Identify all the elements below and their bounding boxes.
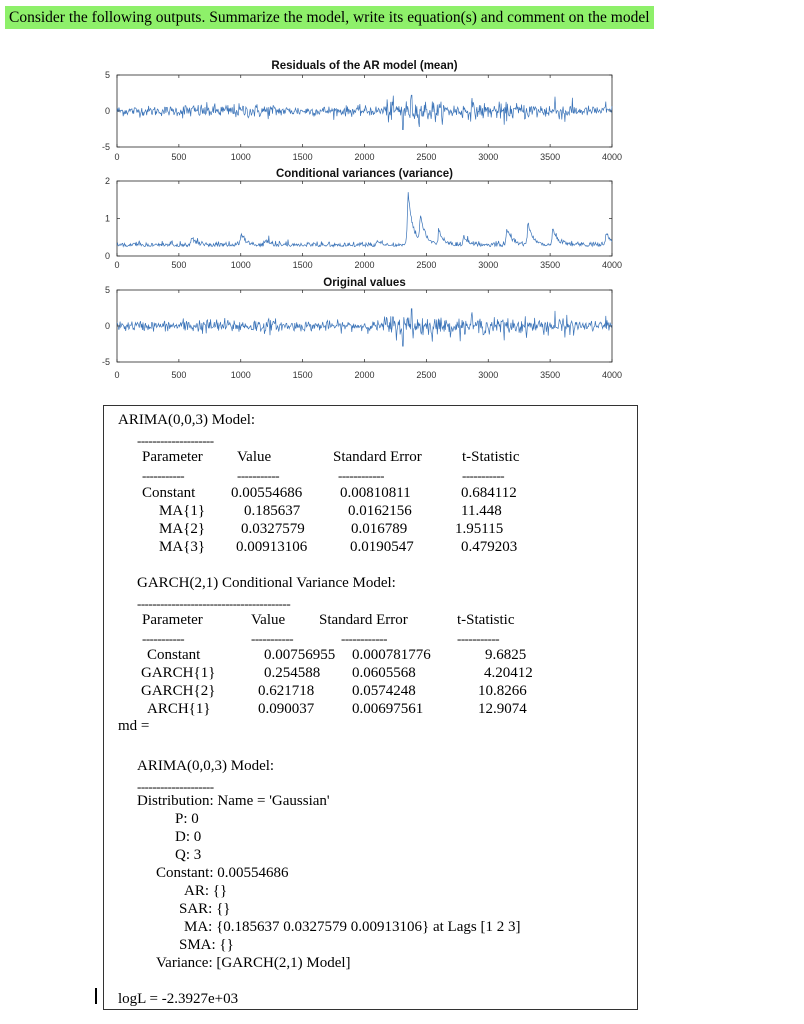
question-text: Consider the following outputs. Summarize the model, write its equation(s) and comment on the model [5, 6, 654, 29]
table-cell: Constant [147, 647, 201, 663]
table-cell: 0.0162156 [348, 503, 412, 519]
ar-text: AR: {} [184, 883, 228, 899]
x-tick-label: 1000 [230, 370, 251, 380]
table1-header-value: Value [237, 449, 272, 465]
separator: -------------------- [137, 433, 214, 448]
table-cell: 0.016789 [351, 521, 408, 537]
y-tick-label: 5 [104, 70, 110, 80]
y-tick-label: 5 [104, 285, 110, 295]
table1-header-parameter: Parameter [142, 449, 203, 465]
p-value-text: P: 0 [175, 811, 199, 827]
table-cell: 0.00810811 [340, 485, 411, 501]
table-cell: 0.684112 [461, 485, 517, 501]
table-cell: 0.000781776 [352, 647, 431, 663]
table-cell: 0.185637 [244, 503, 301, 519]
table-cell: ARCH{1} [147, 701, 211, 717]
x-tick-label: 2500 [416, 370, 437, 380]
garch-title: GARCH(2,1) Conditional Variance Model: [137, 575, 396, 591]
x-tick-label: 1500 [292, 370, 313, 380]
y-tick-label: 0 [104, 321, 110, 331]
y-tick-label: 1 [104, 213, 110, 224]
table2-header-stderr: Standard Error [319, 612, 408, 628]
arima-title-2: ARIMA(0,0,3) Model: [137, 758, 275, 774]
x-tick-label: 500 [171, 260, 187, 270]
table-cell: 0.0327579 [241, 521, 305, 537]
table1-header-stderr: Standard Error [333, 449, 422, 465]
table-cell: 0.00554686 [231, 485, 303, 501]
x-tick-label: 0 [114, 370, 120, 380]
separator: ------------ [341, 631, 387, 646]
table-cell: 0.621718 [258, 683, 315, 699]
text-cursor [95, 988, 97, 1004]
x-tick-label: 1500 [292, 152, 313, 162]
matlab-figure [0, 0, 804, 400]
table2-header-parameter: Parameter [142, 612, 203, 628]
table-cell: 4.20412 [484, 665, 533, 681]
d-value-text: D: 0 [175, 829, 202, 845]
table-cell: 0.0605568 [352, 665, 416, 681]
q-value-text: Q: 3 [175, 847, 202, 863]
chart-title: Original values [323, 277, 406, 289]
table-cell: MA{3} [159, 539, 206, 555]
matlab-output-box [103, 405, 638, 1010]
x-tick-label: 4000 [601, 370, 623, 380]
table-cell: MA{2} [159, 521, 206, 537]
variance-text: Variance: [GARCH(2,1) Model] [156, 955, 351, 971]
x-tick-label: 1000 [230, 152, 251, 162]
x-tick-label: 1500 [292, 260, 313, 270]
table-cell: 0.254588 [264, 665, 321, 681]
y-tick-label: 2 [104, 176, 110, 186]
x-tick-label: 1000 [230, 260, 251, 270]
x-tick-label: 3500 [540, 152, 561, 162]
separator: ----------- [237, 468, 280, 483]
table-cell: GARCH{1} [141, 665, 216, 681]
table-cell: 1.95115 [455, 521, 504, 537]
table-cell: Constant [142, 485, 196, 501]
arima-title: ARIMA(0,0,3) Model: [118, 412, 256, 428]
separator: ----------- [142, 468, 185, 483]
x-tick-label: 3000 [478, 370, 499, 380]
separator: ----------- [142, 631, 185, 646]
logl-text: logL = -2.3927e+03 [118, 991, 239, 1007]
x-tick-label: 500 [171, 152, 187, 162]
table1-header-tstat: t-Statistic [462, 449, 520, 465]
table-cell: GARCH{2} [141, 683, 216, 699]
ma-text: MA: {0.185637 0.0327579 0.00913106} at Lags [1 2 3] [184, 919, 521, 935]
y-tick-label: 0 [104, 251, 110, 261]
y-tick-label: 0 [104, 106, 110, 116]
table2-header-tstat: t-Statistic [457, 612, 515, 628]
table-cell: 0.00913106 [236, 539, 308, 555]
x-tick-label: 0 [114, 152, 120, 162]
x-tick-label: 4000 [601, 260, 623, 270]
table-cell: 0.0574248 [352, 683, 416, 699]
table-cell: 0.479203 [461, 539, 518, 555]
separator: ----------- [457, 631, 500, 646]
y-tick-label: -5 [101, 357, 110, 367]
table-cell: 0.090037 [258, 701, 315, 717]
chart-title: Conditional variances (variance) [275, 168, 454, 180]
x-tick-label: 3500 [540, 370, 561, 380]
x-tick-label: 500 [171, 370, 187, 380]
table-cell: 0.0190547 [350, 539, 414, 555]
x-tick-label: 0 [114, 260, 120, 270]
table-cell: 9.6825 [485, 647, 527, 663]
constant-text: Constant: 0.00554686 [156, 865, 289, 881]
separator: ------------ [338, 468, 384, 483]
sma-text: SMA: {} [179, 937, 234, 953]
x-tick-label: 2000 [354, 370, 375, 380]
table-cell: 11.448 [461, 503, 502, 519]
x-tick-label: 4000 [601, 152, 623, 162]
table-cell: MA{1} [159, 503, 206, 519]
x-tick-label: 3000 [478, 260, 499, 270]
table-cell: 0.00756955 [264, 647, 336, 663]
sar-text: SAR: {} [179, 901, 231, 917]
chart-title: Residuals of the AR model (mean) [271, 60, 458, 72]
y-tick-label: -5 [101, 142, 110, 152]
table-cell: 10.8266 [478, 683, 527, 699]
x-tick-label: 3000 [478, 152, 499, 162]
distribution-text: Distribution: Name = 'Gaussian' [137, 793, 330, 809]
separator: -------------------- [137, 779, 214, 794]
x-tick-label: 3500 [540, 260, 561, 270]
x-tick-label: 2500 [416, 152, 437, 162]
x-tick-label: 2000 [354, 260, 375, 270]
separator: ----------- [251, 631, 294, 646]
table-cell: 0.00697561 [352, 701, 424, 717]
table-cell: 12.9074 [478, 701, 527, 717]
x-tick-label: 2000 [354, 152, 375, 162]
separator: ---------------------------------------- [137, 596, 291, 611]
separator: ----------- [462, 468, 505, 483]
x-tick-label: 2500 [416, 260, 437, 270]
table2-header-value: Value [251, 612, 286, 628]
md-label: md = [118, 718, 150, 734]
